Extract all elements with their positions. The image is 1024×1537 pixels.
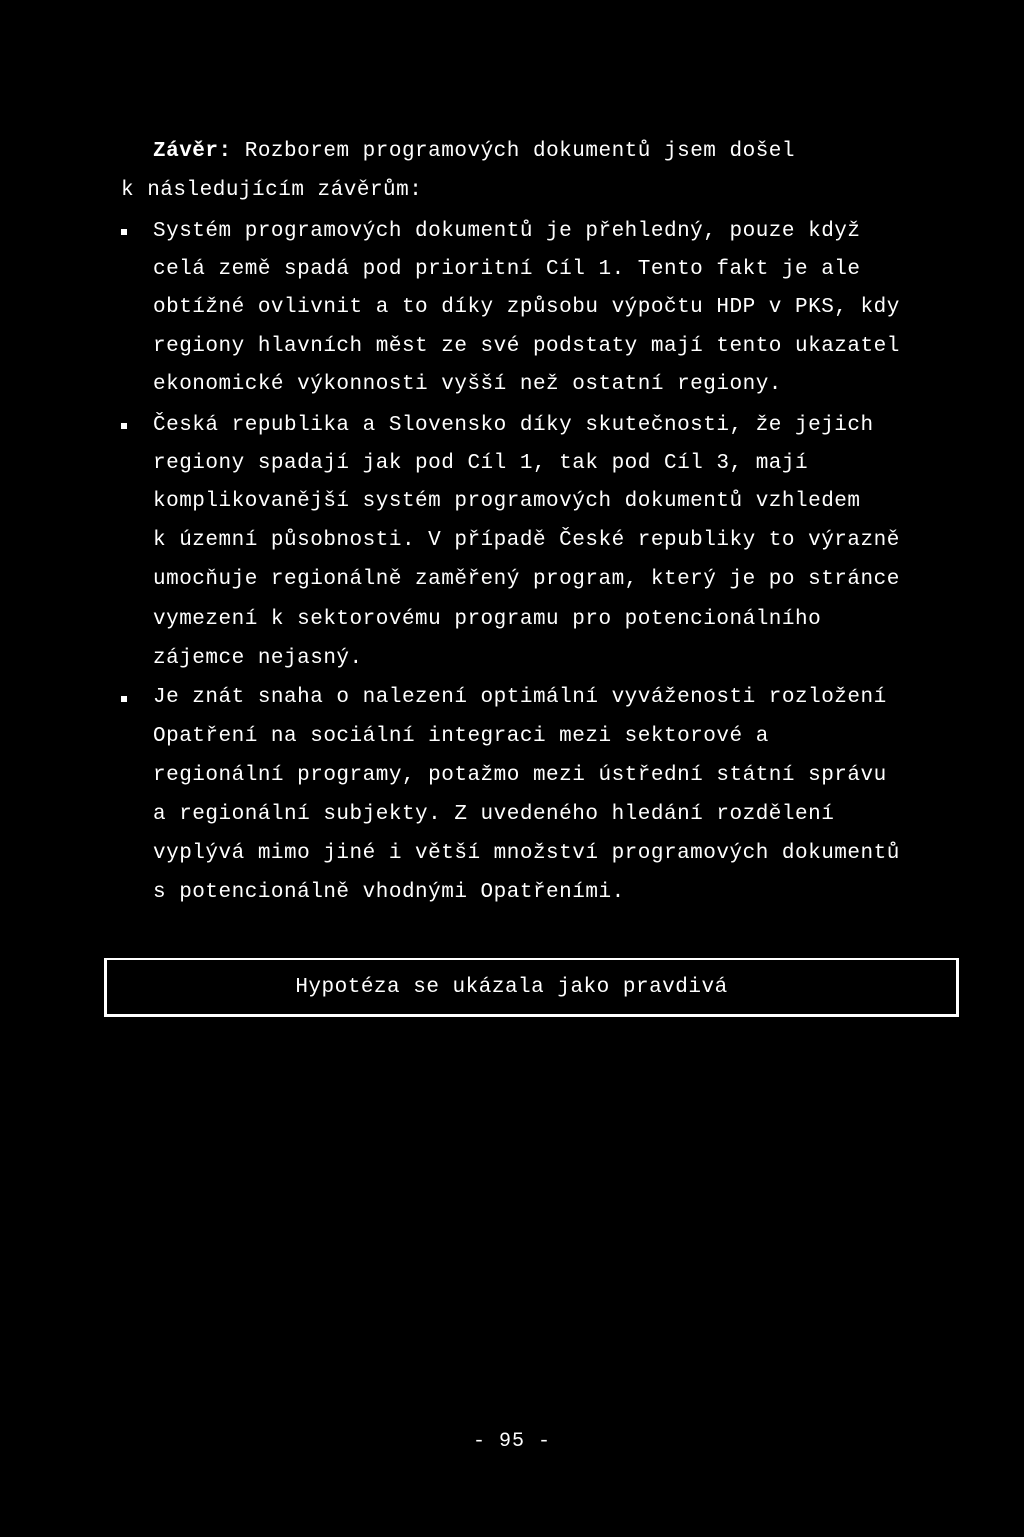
bullet-2-line-1: Česká republika a Slovensko díky skutečnosti, že jejich — [153, 414, 874, 437]
bullet-1-line-2: celá země spadá pod prioritní Cíl 1. Tento fakt je ale — [153, 258, 861, 281]
conclusion-intro — [153, 140, 795, 163]
bullet-3-line-2: Opatření na sociální integraci mezi sektorové a — [153, 725, 769, 748]
bullet-3-line-5: vyplývá mimo jiné i větší množství programových dokumentů — [153, 842, 900, 865]
page-number: - 95 - — [472, 1430, 551, 1453]
bullet-1-line-1: Systém programových dokumentů je přehledný, pouze když — [153, 220, 861, 243]
conclusion-intro-line2: k následujícím závěrům: — [121, 179, 423, 202]
bullet-3-line-6: s potencionálně vhodnými Opatřeními. — [153, 881, 625, 904]
bullet-3-line-1: Je znát snaha o nalezení optimální vyváženosti rozložení — [153, 686, 887, 709]
bullet-marker — [121, 423, 127, 429]
bullet-2-line-7: zájemce nejasný. — [153, 647, 363, 670]
bullet-2-line-5: umocňuje regionálně zaměřený program, který je po stránce — [153, 568, 900, 591]
bullet-1-line-3: obtížné ovlivnit a to díky způsobu výpočtu HDP v PKS, kdy — [153, 296, 900, 319]
bullet-2-line-3: komplikovanější systém programových dokumentů vzhledem — [153, 490, 861, 513]
bullet-3-line-4: a regionální subjekty. Z uvedeného hledání rozdělení — [153, 803, 835, 826]
bullet-marker — [121, 229, 127, 235]
bullet-1-line-5: ekonomické výkonnosti vyšší než ostatní regiony. — [153, 373, 782, 396]
hypothesis-result-box — [104, 958, 959, 1017]
bullet-2-line-2: regiony spadají jak pod Cíl 1, tak pod Cíl 3, mají — [153, 452, 809, 475]
bullet-2-line-4: k územní působnosti. V případě České republiky to výrazně — [153, 529, 900, 552]
bullet-2-line-6: vymezení k sektorovému programu pro potencionálního — [153, 608, 822, 631]
conclusion-intro-text: Rozborem programových dokumentů jsem došel — [231, 140, 796, 163]
conclusion-heading: Závěr: — [153, 140, 232, 163]
hypothesis-result-text: Hypotéza se ukázala jako pravdivá — [295, 975, 728, 999]
bullet-3-line-3: regionální programy, potažmo mezi ústřední státní správu — [153, 764, 887, 787]
bullet-marker — [121, 696, 127, 702]
bullet-1-line-4: regiony hlavních měst ze své podstaty mají tento ukazatel — [153, 335, 900, 358]
